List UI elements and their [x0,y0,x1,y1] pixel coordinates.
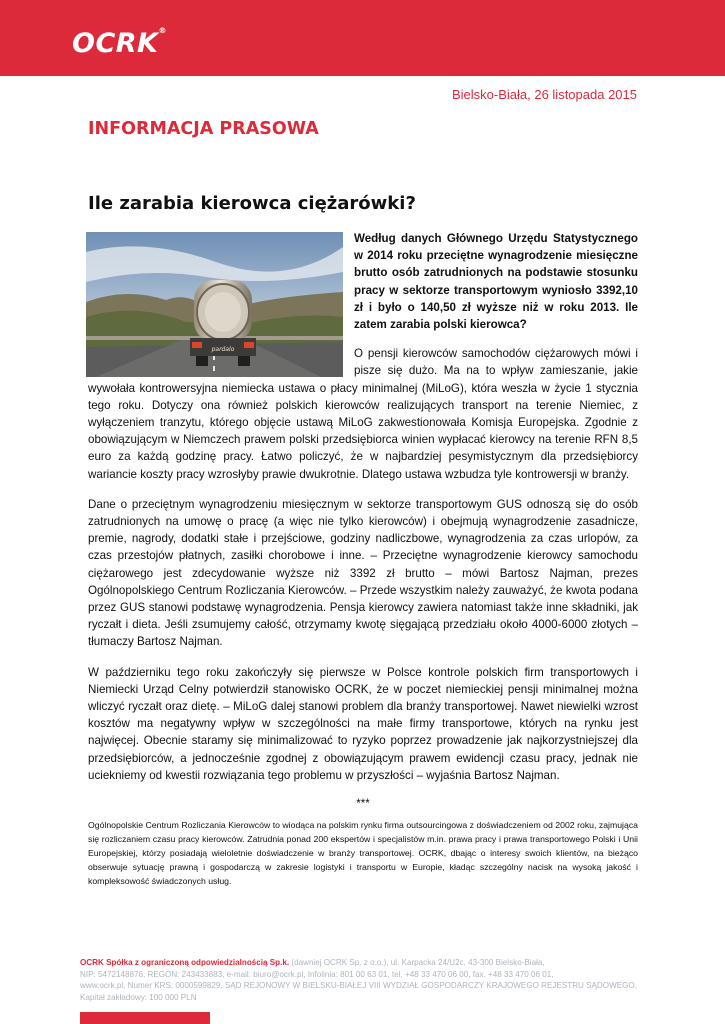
footer-accent-bar [80,1012,210,1024]
header-bar [0,0,725,76]
about-company-note [88,818,638,888]
paragraph-3: W październiku tego roku zakończyły się pierwsze w Polsce kontrole polskich firm transportowych i Niemiecki Urząd Celny potwierdził stanowisko OCRK, że w poczet niemieckiej pensji minimalnej można wliczyć ryczałt oraz dietę. – MiLoG dalej stanowi problem dla branży transportowej. Nawet niewielki wzrost kosztów ma negatywny wpływ w szczególności na małe firmy transportowe, których na rynku jest najwięcej. Obecnie staramy się minimalizować to ryzyko poprzez prowadzenie jak najkorzystniejszej dla przedsiębiorców, a jednocześnie zgodnej z obowiązującym prawem ewidencji czasu pracy, jednak nie uciekniemy od kwestii rozwiązania tego problemu w przyszłości – wyjaśnia Bartosz Najman. [88,665,638,782]
truck-plate-text: pardalo [211,346,235,353]
company-footer [80,957,650,1003]
about-text: Ogólnopolskie Centrum Rozliczania Kierowców to wiodąca na polskim rynku firma outsourcingowa z doświadczeniem od 2002 roku, zajmująca się rozliczaniem czasu pracy kierowców. Zatrudnia ponad 200 ekspertów i specjalistów m.in. prawa pracy i prawa transportowego Polski i Unii Europejskiej, którzy posiadają wieloletnie doświadczenie w branży transportowej. OCRK, dbając o interesy swoich klientów, na bieżąco obserwuje sytuację prawną i gospodarczą w zakresie logistyki i transportu w Europie, kładąc szczególny nacisk na wysoką jakość i kompleksowość świadczonych usług. [88,820,638,887]
separator: *** [356,797,370,811]
logo-text: OCRK [72,28,159,59]
dateline: Bielsko-Biała, 26 listopada 2015 [451,87,637,102]
paragraph-2: Dane o przeciętnym wynagrodzeniu miesięcznym w sektorze transportowym GUS odnoszą się do osób zatrudnionych na umowę o pracę (a więc nie tylko kierowców) i obejmują wynagrodzenie zasadnicze, premie, nagrody, dodatki stałe i przejściowe, godziny nadliczbowe, wynagrodzenia za czas urlopów, za czas przestojów płatnych, zasiłki chorobowe i inne. – Przeciętne wynagrodzenie kierowcy samochodu ciężarowego jest zdecydowanie wyższe niż 3392 zł brutto – mówi Bartosz Najman, prezes Ogólnopolskiego Centrum Rozliczania Kierowców. – Przede wszystkim należy zauważyć, że kwota podana przez GUS stanowi podstawę wynagrodzenia. Pensja kierowcy zawiera natomiast także inne składniki, jak ryczałt i dieta. Jeśli zsumujemy całość, otrzymamy kwotę sięgającą przedziału około 4000-6000 złotych – tłumaczy Bartosz Najman. [88,497,638,649]
article-body [88,230,638,888]
lead-paragraph: Według danych Głównego Urzędu Statystycznego w 2014 roku przeciętne wynagrodzenie miesięczne brutto osób zatrudnionych na podstawie stosunku pracy w sektorze transportowym wyniosło 3392,10 zł i było o 140,50 zł wyższe niż w roku 2013. Ile zatem zarabia polski kierowca? [354,232,638,332]
company-name: OCRK Spółka z ograniczoną odpowiedzialnością Sp.k. [80,958,290,967]
footer-line-4: Kapitał zakładowy: 100 000 PLN [80,992,197,1002]
ocrk-logo [72,28,167,59]
registered-mark: ® [158,26,167,35]
section-title: INFORMACJA PRASOWA [88,119,319,139]
photo-spacer [88,230,354,376]
footer-line-3: www.ocrk.pl, Numer KRS: 0000599829, SĄD REJONOWY W BIELSKU-BIAŁEJ VIII WYDZIAŁ GOSPODARCZY KRAJOWEGO REJESTRU SĄDOWEGO, [80,981,637,991]
paragraph-1: O pensji kierowców samochodów ciężarowych mówi i pisze się dużo. Ma na to wpływ zamieszanie, jakie wywołała kontrowersyjna niemiecka ustawa o płacy minimalnej (MiLoG), która weszła w życie 1 stycznia tego roku. Dotyczy ona również polskich kierowców realizujących transport na terenie Niemiec, z wyłączeniem tranzytu, którego objęcie ustawą MiLoG zakwestionowała Komisja Europejska. Zgodnie z obowiązującym w Niemczech prawem polski przedsiębiorca winien wypłacać kierowcy na terenie RFN 8,5 euro za każdą godzinę pracy. Łatwo policzyć, że w najbardziej pesymistycznym dla przedsiębiorcy wariancie koszty pracy wzrosłyby prawie dwukrotnie. Dlatego ustawa wzbudza tyle kontrowersji w branży. [88,347,638,481]
company-address: (dawniej OCRK Sp. z o.o.), ul. Karpacka 24/U2c, 43-300 Bielsko-Biała, [289,958,545,967]
footer-line-1 [80,957,650,969]
footer-line-2: NIP: 5472148876, REGON: 243433883, e-mail: biuro@ocrk.pl, Infolinia: 801 00 63 01, tel. +48 33 470 06 00, fax. +48 33 470 06 01, [80,969,554,979]
article-title: Ile zarabia kierowca ciężarówki? [88,193,416,214]
